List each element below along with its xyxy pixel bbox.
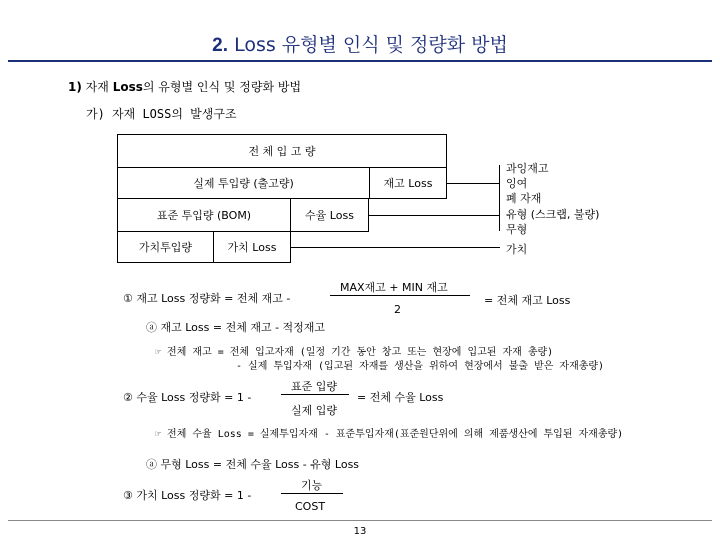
formula-1-label: ① 재고 Loss 정량화 = 전체 재고 - [123,292,291,305]
actual-input-box [117,167,370,199]
yield-connector [369,215,500,216]
formula-3-label: ③ 가치 Loss 정량화 = 1 - [123,489,252,502]
footer-divider [8,520,712,521]
section-heading [68,78,301,95]
value-connector [291,247,500,248]
value-note: 가치 [506,243,528,256]
formula-1-denominator: 2 [394,303,401,316]
formula-3-numerator: 기능 [301,479,323,492]
formula-3-fraction-bar [281,493,343,494]
section-heading-c: 의 유형별 인식 및 정량화 방법 [142,80,302,94]
actual-input-label: 실제 투입량 (출고량) [193,177,294,190]
section-number: 1) [68,80,82,94]
yield-loss-box [290,198,369,232]
total-input-box [117,134,447,168]
formula-2-denominator: 실제 입량 [291,404,338,417]
inv-note-3: 폐 자재 [506,192,542,205]
inventory-loss-label: 재고 Loss [383,177,433,190]
formula-3-denominator: COST [295,500,326,513]
formula-1-result: = 전체 재고 Loss [484,294,571,307]
yield-note-2: 무형 [506,223,528,236]
yield-bracket [499,209,500,231]
title-divider [8,60,712,62]
inventory-bracket [499,165,500,211]
value-input-box [117,231,214,263]
formula-2a: ⓐ 무형 Loss = 전체 수율 Loss - 유형 Loss [146,458,360,471]
inv-note-1: 과잉재고 [506,162,549,175]
slide-title [0,30,720,57]
total-input-label: 전 체 입 고 량 [248,145,316,158]
formula-2-fraction-bar [281,394,349,395]
section-heading-loss: Loss [112,80,143,94]
inv-note-2: 잉여 [506,177,528,190]
page-number: 13 [353,526,367,537]
title-number: 2. [212,35,229,56]
standard-input-box [117,198,291,232]
inventory-loss-box [369,167,447,199]
formula-2-result: = 전체 수율 Loss [357,391,444,404]
note-1-line-1: ☞ 전체 재고 = 전체 입고자재 (일정 기간 동안 창고 또는 현장에 입고된 자재 총량) [155,347,554,358]
formula-1a: ⓐ 재고 Loss = 전체 재고 - 적정재고 [146,321,326,334]
formula-2-numerator: 표준 입량 [291,380,338,393]
formula-1-numerator: MAX재고 + MIN 재고 [340,281,448,294]
yield-note-1: 유형 (스크랩, 불량) [506,208,600,221]
formula-2-label: ② 수율 Loss 정량화 = 1 - [123,391,252,404]
formula-1-fraction-bar [330,295,470,296]
value-loss-box [213,231,291,263]
subsection-heading: 가) 자재 LOSS의 발생구조 [86,107,237,121]
value-input-label: 가치투입량 [138,241,193,254]
standard-input-label: 표준 투입량 (BOM) [156,209,252,222]
note-2: ☞ 전체 수율 Loss = 실제투입자재 - 표준투입자재(표준원단위에 의해 제품생산에 투입된 자재총량) [155,429,624,440]
yield-loss-label: 수율 Loss [305,209,354,222]
value-loss-label: 가치 Loss [227,241,277,254]
title-text: Loss 유형별 인식 및 정량화 방법 [234,34,508,56]
inventory-connector [446,183,500,184]
note-1-line-2: - 실제 투입자재 (입고된 자재를 생산을 위하여 현장에서 불출 받은 자재총량) [236,361,605,372]
section-heading-a: 자재 [85,80,109,94]
